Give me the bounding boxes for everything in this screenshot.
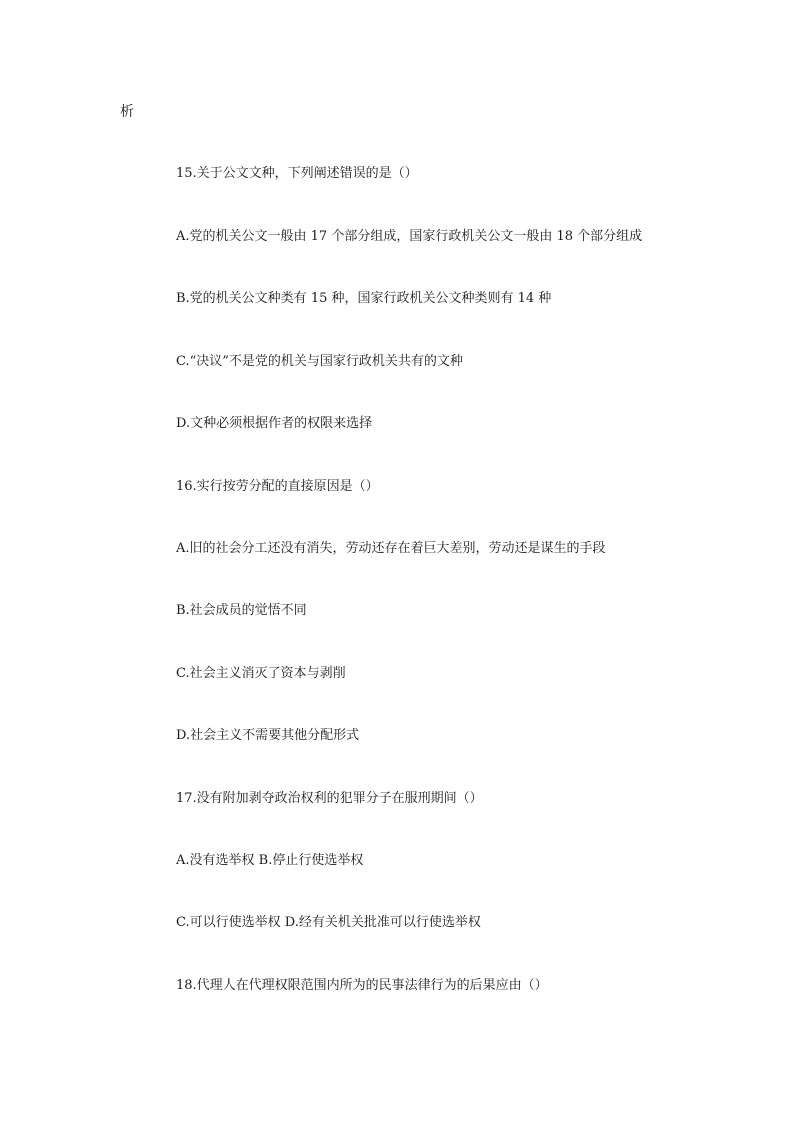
question-16-stem: 16.实行按劳分配的直接原因是（） (176, 479, 379, 494)
question-16-option-c: C.社会主义消灭了资本与剥削 (176, 666, 346, 681)
question-15-option-b: B.党的机关公文种类有 15 种，国家行政机关公文种类则有 14 种 (176, 291, 552, 306)
question-17-stem: 17.没有附加剥夺政治权利的犯罪分子在服刑期间（） (176, 791, 483, 806)
question-15-stem: 15.关于公文文种，下列阐述错误的是（） (176, 166, 418, 181)
question-15-option-d: D.文种必须根据作者的权限来选择 (176, 416, 373, 431)
question-16-option-d: D.社会主义不需要其他分配形式 (176, 728, 360, 743)
question-16-option-a: A.旧的社会分工还没有消失，劳动还存在着巨大差别，劳动还是谋生的手段 (176, 541, 606, 556)
question-15-option-a: A.党的机关公文一般由 17 个部分组成，国家行政机关公文一般由 18 个部分组成 (176, 229, 643, 244)
question-18-stem: 18.代理人在代理权限范围内所为的民事法律行为的后果应由（） (176, 978, 548, 993)
question-15-option-c: C.“决议”不是党的机关与国家行政机关共有的文种 (176, 354, 463, 369)
leading-text-fragment: 析 (120, 104, 134, 120)
question-17-options-ab: A.没有选举权 B.停止行使选举权 (176, 853, 364, 868)
question-16-option-b: B.社会成员的觉悟不同 (176, 603, 307, 618)
question-17-options-cd: C.可以行使选举权 D.经有关机关批准可以行使选举权 (176, 915, 481, 930)
